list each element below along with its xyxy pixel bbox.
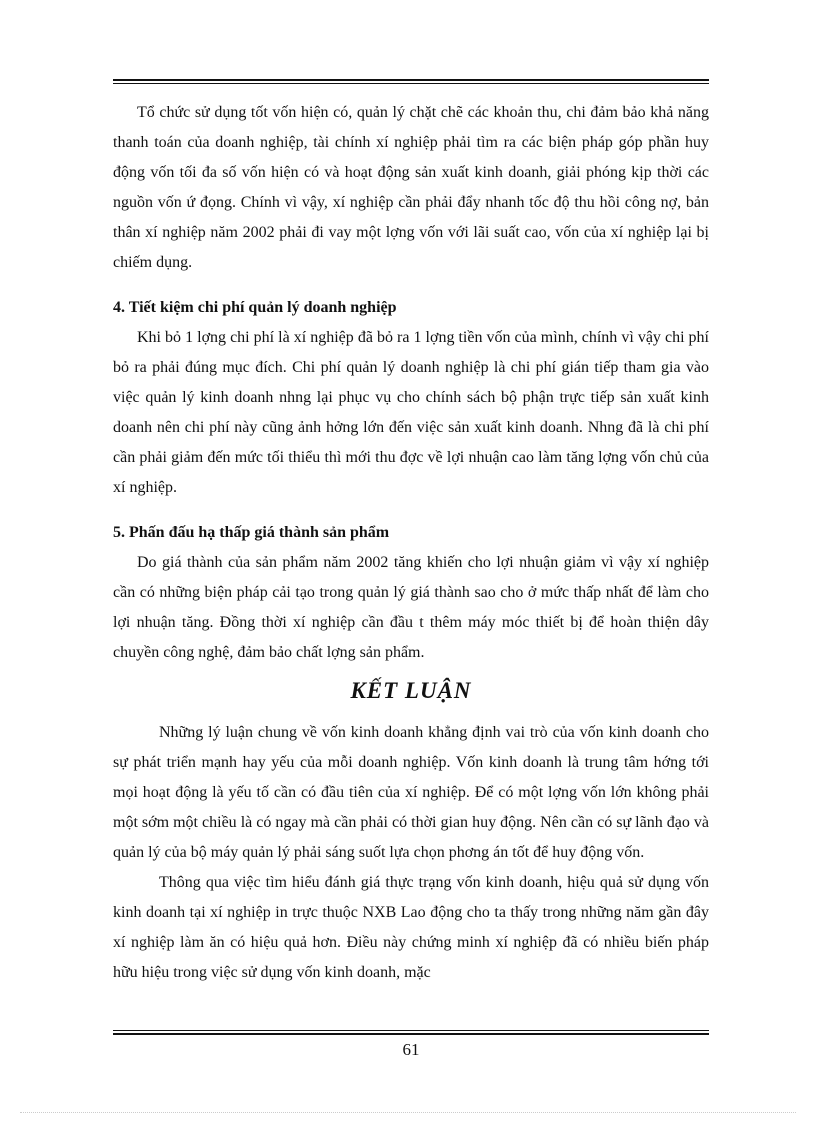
conclusion-title: KẾT LUẬN [350, 678, 472, 703]
section-4-heading: 4. Tiết kiệm chi phí quản lý doanh nghiệp [113, 299, 397, 316]
section-5-heading: 5. Phấn đấu hạ thấp giá thành sản phẩm [113, 524, 390, 541]
page-edge-divider [20, 1112, 796, 1113]
section-5-paragraph: Do giá thành của sản phẩm năm 2002 tăng khiến cho lợi nhuận giảm vì vậy xí nghiệp cần có những biện pháp cải tạo trong quản lý giá thành sao cho ở mức thấp nhất để làm cho lợi nhuận tăng. Đồng thời xí nghiệp cần đầu t thêm máy móc thiết bị để hoàn thiện dây chuyền công nghệ, đảm bảo chất lợng sản phẩm. [113, 554, 709, 661]
page-number: 61 [402, 1040, 420, 1059]
intro-paragraph: Tổ chức sử dụng tốt vốn hiện có, quản lý chặt chẽ các khoản thu, chi đảm bảo khả năng thanh toán của doanh nghiệp, tài chính xí nghiệp phải tìm ra các biện pháp góp phần huy động vốn tối đa số vốn hiện có và hoạt động sản xuất kinh doanh, giải phóng kịp thời các nguồn vốn ứ đọng. Chính vì vậy, xí nghiệp cần phải đẩy nhanh tốc độ thu hồi công nợ, bản thân xí nghiệp năm 2002 phải đi vay một lợng vốn với lãi suất cao, vốn của xí nghiệp lại bị chiếm dụng. [113, 104, 709, 271]
footer-rule [113, 1030, 709, 1035]
conclusion-paragraph-2: Thông qua việc tìm hiểu đánh giá thực trạng vốn kinh doanh, hiệu quả sử dụng vốn kinh doanh tại xí nghiệp in trực thuộc NXB Lao động cho ta thấy trong những năm gần đây xí nghiệp làm ăn có hiệu quả hơn. Điều này chứng minh xí nghiệp đã có nhiều biến pháp hữu hiệu trong việc sử dụng vốn kinh doanh, mặc [113, 874, 709, 981]
header-rule [113, 79, 709, 84]
page-body [113, 98, 709, 988]
section-4-paragraph: Khi bỏ 1 lợng chi phí là xí nghiệp đã bỏ ra 1 lợng tiền vốn của mình, chính vì vậy chi phí bỏ ra phải đúng mục đích. Chi phí quản lý doanh nghiệp là chi phí gián tiếp tham gia vào việc quản lý kinh doanh nhng lại phục vụ cho chính sách bộ phận trực tiếp sản xuất kinh doanh nên chi phí này cũng ảnh hởng lớn đến việc sản xuất kinh doanh. Nhng đã là chi phí cần phải giảm đến mức tối thiểu thì mới thu đợc về lợi nhuận cao làm tăng lợng vốn chủ của xí nghiệp. [113, 329, 709, 496]
conclusion-paragraph-1: Những lý luận chung về vốn kinh doanh khẳng định vai trò của vốn kinh doanh cho sự phát triển mạnh hay yếu của mỗi doanh nghiệp. Vốn kinh doanh là trung tâm hớng tới mọi hoạt động là yếu tố cần có đầu tiên của xí nghiệp. Để có một lợng vốn lớn không phải một sớm một chiều là có ngay mà cần phải có thời gian huy động. Nên cần có sự lãnh đạo và quản lý của bộ máy quản lý phải sáng suốt lựa chọn phơng án tốt để huy động vốn. [113, 724, 709, 861]
